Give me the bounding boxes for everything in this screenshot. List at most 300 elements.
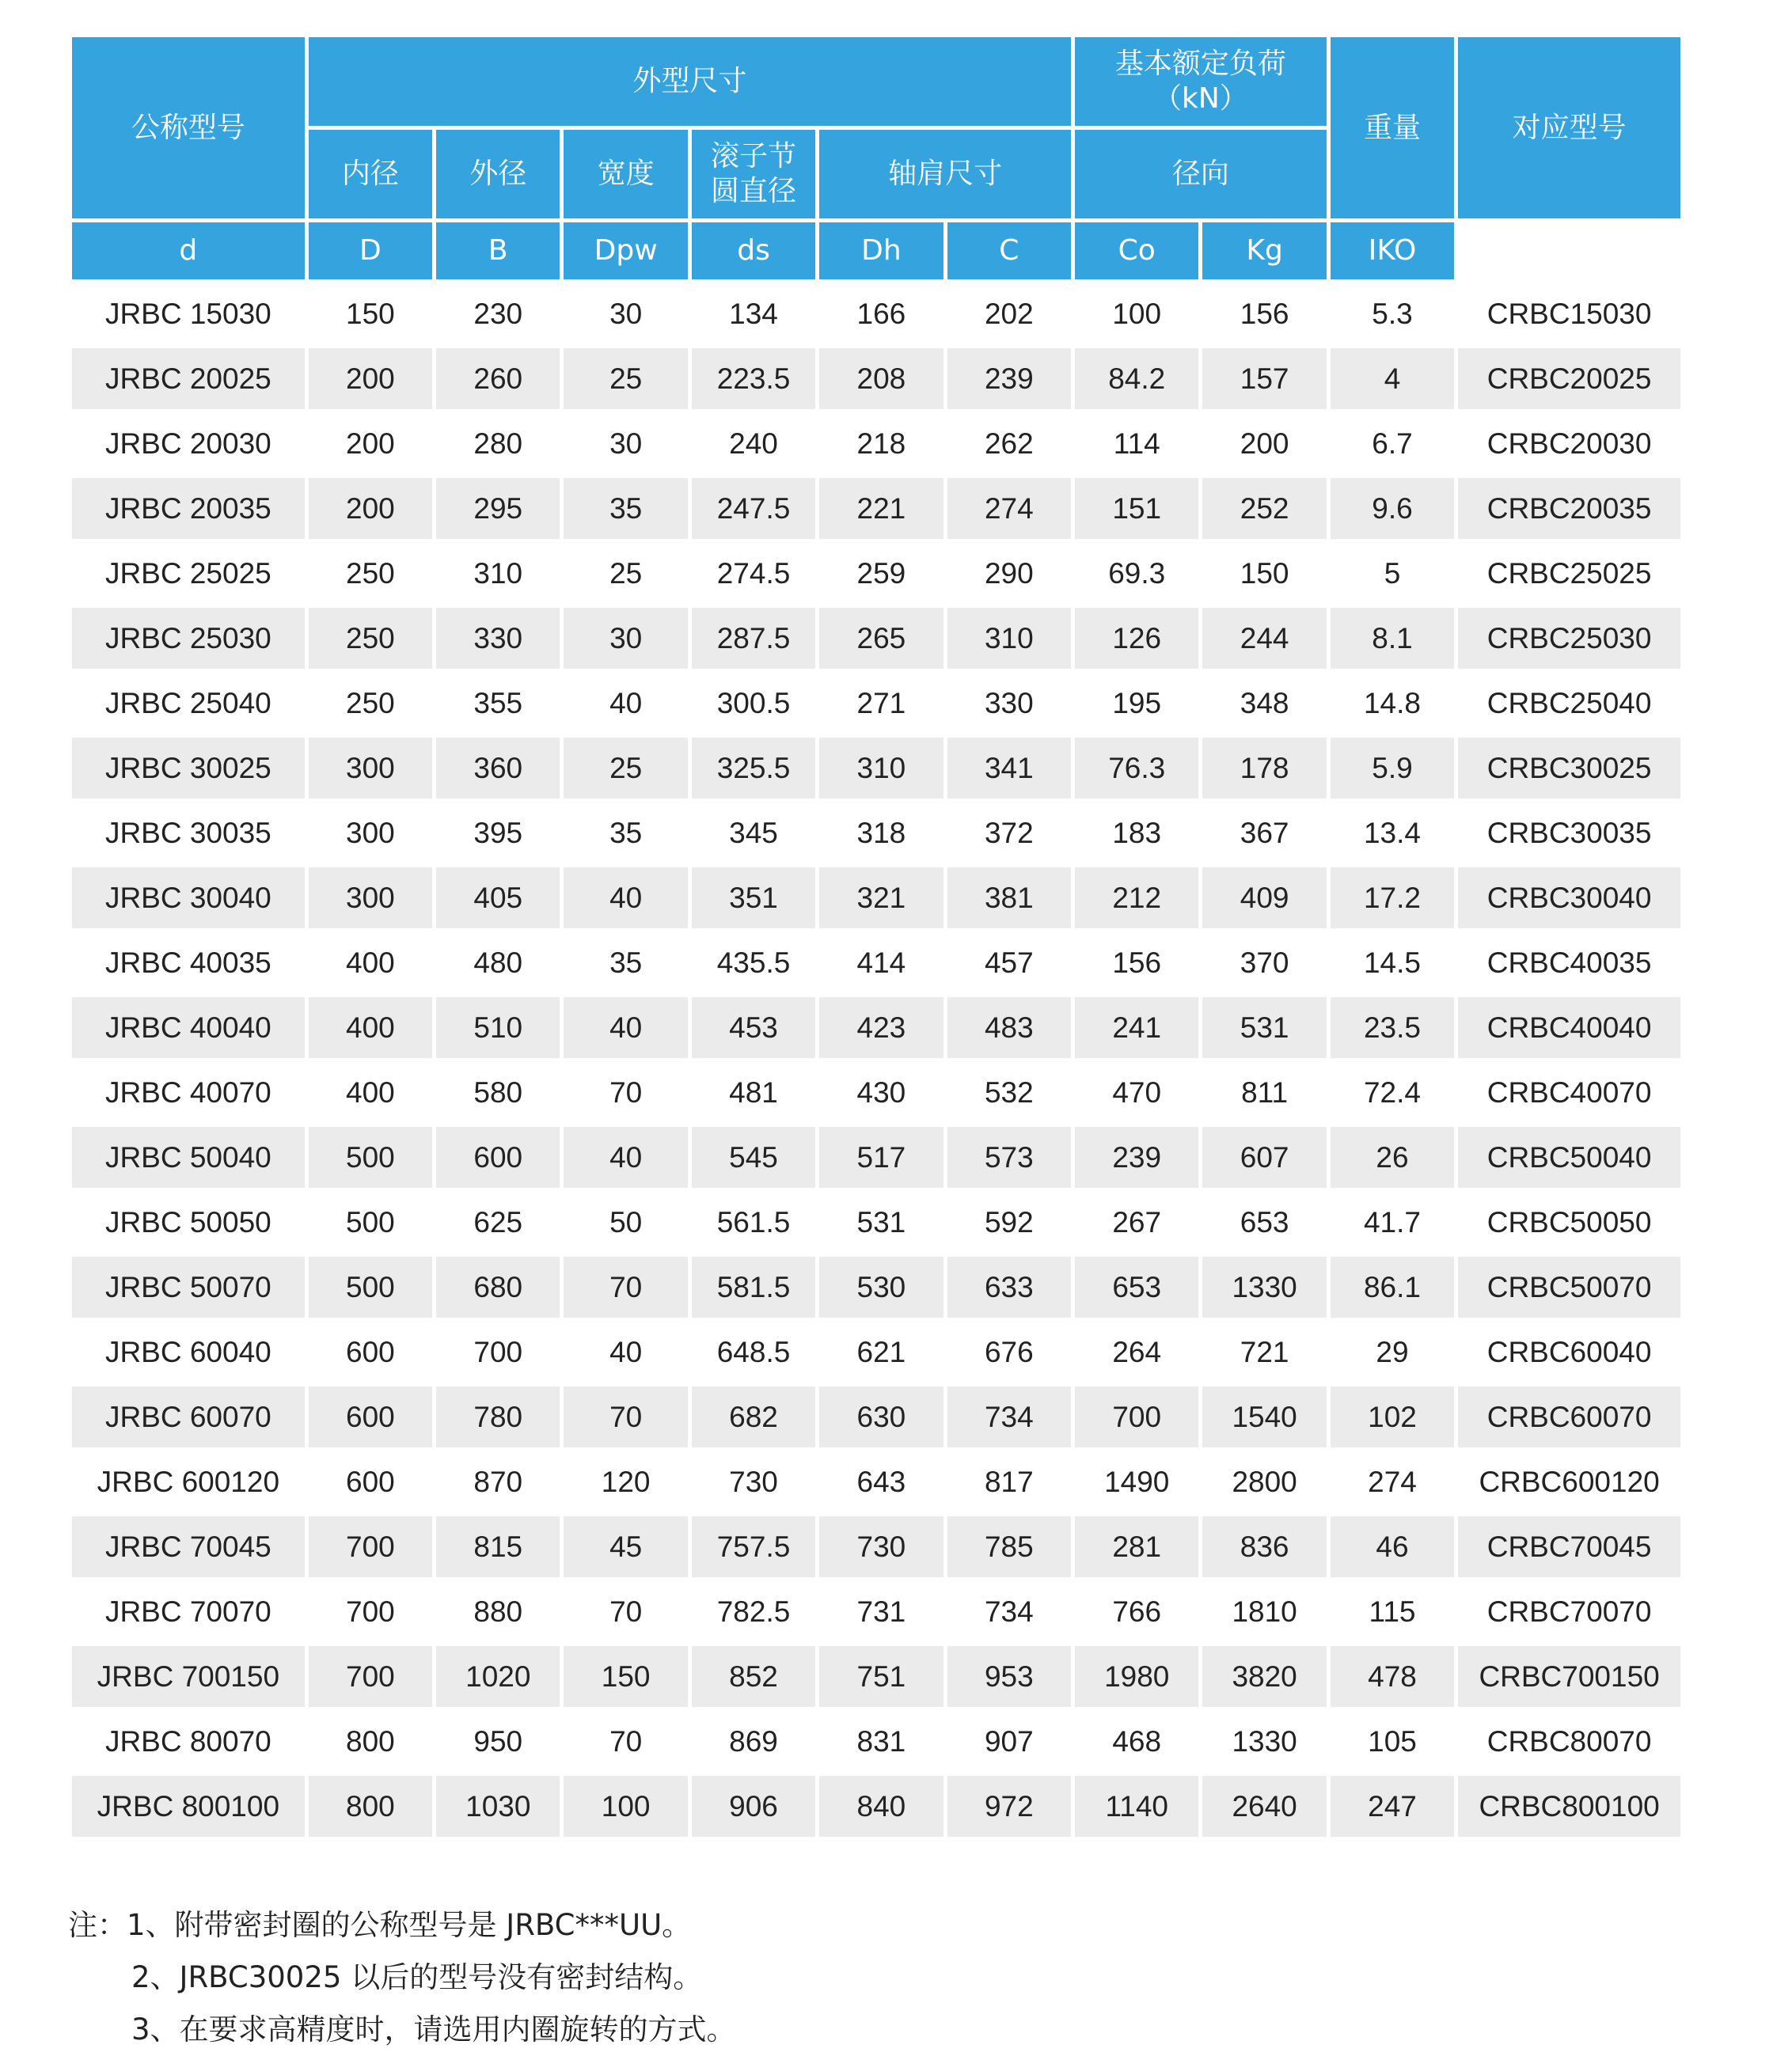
table-row bbox=[72, 413, 1680, 474]
table-cell: 195 bbox=[1075, 673, 1198, 734]
table-cell: 8.1 bbox=[1331, 608, 1454, 669]
table-cell: 5.9 bbox=[1331, 738, 1454, 799]
table-cell: JRBC 50050 bbox=[72, 1192, 305, 1253]
table-cell: 300 bbox=[309, 802, 432, 863]
header-radial: 径向 bbox=[1075, 130, 1327, 218]
table-cell: 26 bbox=[1331, 1127, 1454, 1188]
table-cell: 580 bbox=[436, 1062, 560, 1123]
table-row bbox=[72, 1451, 1680, 1512]
table-cell: CRBC30040 bbox=[1458, 867, 1680, 928]
table-cell: 840 bbox=[819, 1776, 943, 1837]
table-cell: 367 bbox=[1202, 802, 1326, 863]
table-cell: JRBC 30040 bbox=[72, 867, 305, 928]
table-row bbox=[72, 1646, 1680, 1707]
table-cell: 800 bbox=[309, 1776, 432, 1837]
table-row bbox=[72, 738, 1680, 799]
table-cell: 208 bbox=[819, 348, 943, 409]
table-cell: 734 bbox=[947, 1386, 1071, 1447]
table-cell: CRBC30035 bbox=[1458, 802, 1680, 863]
table-row bbox=[72, 1516, 1680, 1577]
table-cell: 25 bbox=[564, 348, 687, 409]
table-row bbox=[72, 1062, 1680, 1123]
table-cell: 29 bbox=[1331, 1322, 1454, 1383]
table-cell: CRBC600120 bbox=[1458, 1451, 1680, 1512]
table-cell: 166 bbox=[819, 283, 943, 344]
table-cell: 972 bbox=[947, 1776, 1071, 1837]
table-cell: 545 bbox=[692, 1127, 815, 1188]
table-cell: 45 bbox=[564, 1516, 687, 1577]
table-cell: 252 bbox=[1202, 478, 1326, 539]
note-2: 2、JRBC30025 以后的型号没有密封结构。 bbox=[131, 1960, 703, 1994]
header-model: 公称型号 bbox=[72, 37, 305, 218]
table-cell: CRBC40035 bbox=[1458, 932, 1680, 993]
table-cell: 852 bbox=[692, 1646, 815, 1707]
table-cell: CRBC20035 bbox=[1458, 478, 1680, 539]
table-cell: 836 bbox=[1202, 1516, 1326, 1577]
table-cell: 1140 bbox=[1075, 1776, 1198, 1837]
header-symbol-d: d bbox=[72, 222, 305, 279]
table-cell: 409 bbox=[1202, 867, 1326, 928]
header-load-rating-unit: （kN） bbox=[1153, 82, 1248, 115]
table-cell: 102 bbox=[1331, 1386, 1454, 1447]
table-cell: 14.5 bbox=[1331, 932, 1454, 993]
table-cell: 435.5 bbox=[692, 932, 815, 993]
table-row bbox=[72, 478, 1680, 539]
table-cell: 265 bbox=[819, 608, 943, 669]
table-cell: 157 bbox=[1202, 348, 1326, 409]
table-cell: 766 bbox=[1075, 1581, 1198, 1642]
table-cell: 468 bbox=[1075, 1711, 1198, 1772]
table-cell: JRBC 70045 bbox=[72, 1516, 305, 1577]
header-weight: 重量 bbox=[1331, 37, 1454, 218]
table-cell: 348 bbox=[1202, 673, 1326, 734]
table-cell: 573 bbox=[947, 1127, 1071, 1188]
table-cell: JRBC 80070 bbox=[72, 1711, 305, 1772]
header-equivalent-model: 对应型号 bbox=[1458, 37, 1680, 218]
table-row bbox=[72, 673, 1680, 734]
table-cell: 423 bbox=[819, 997, 943, 1058]
table-cell: 481 bbox=[692, 1062, 815, 1123]
table-cell: 817 bbox=[947, 1451, 1071, 1512]
header-width: 宽度 bbox=[564, 130, 687, 218]
table-cell: JRBC 50070 bbox=[72, 1257, 305, 1318]
table-cell: 6.7 bbox=[1331, 413, 1454, 474]
table-cell: 14.8 bbox=[1331, 673, 1454, 734]
table-cell: 35 bbox=[564, 932, 687, 993]
table-cell: 40 bbox=[564, 1127, 687, 1188]
table-row bbox=[72, 867, 1680, 928]
table-cell: 35 bbox=[564, 802, 687, 863]
table-cell: 183 bbox=[1075, 802, 1198, 863]
table-cell: CRBC20030 bbox=[1458, 413, 1680, 474]
table-cell: 244 bbox=[1202, 608, 1326, 669]
table-cell: 13.4 bbox=[1331, 802, 1454, 863]
table-row bbox=[72, 802, 1680, 863]
table-cell: 281 bbox=[1075, 1516, 1198, 1577]
table-cell: CRBC20025 bbox=[1458, 348, 1680, 409]
table-cell: 1490 bbox=[1075, 1451, 1198, 1512]
table-cell: 267 bbox=[1075, 1192, 1198, 1253]
table-cell: 241 bbox=[1075, 997, 1198, 1058]
table-cell: 150 bbox=[1202, 543, 1326, 604]
table-cell: 40 bbox=[564, 673, 687, 734]
table-cell: 621 bbox=[819, 1322, 943, 1383]
table-cell: 682 bbox=[692, 1386, 815, 1447]
table-cell: 906 bbox=[692, 1776, 815, 1837]
table-cell: JRBC 60070 bbox=[72, 1386, 305, 1447]
table-cell: 295 bbox=[436, 478, 560, 539]
table-body bbox=[72, 283, 1680, 1837]
table-cell: 648.5 bbox=[692, 1322, 815, 1383]
table-cell: 240 bbox=[692, 413, 815, 474]
table-cell: 700 bbox=[436, 1322, 560, 1383]
table-cell: 105 bbox=[1331, 1711, 1454, 1772]
table-cell: 907 bbox=[947, 1711, 1071, 1772]
table-cell: 633 bbox=[947, 1257, 1071, 1318]
table-cell: 1980 bbox=[1075, 1646, 1198, 1707]
table-cell: 372 bbox=[947, 802, 1071, 863]
table-cell: 23.5 bbox=[1331, 997, 1454, 1058]
table-cell: 9.6 bbox=[1331, 478, 1454, 539]
table-cell: JRBC 30025 bbox=[72, 738, 305, 799]
table-cell: JRBC 25040 bbox=[72, 673, 305, 734]
table-cell: 700 bbox=[309, 1646, 432, 1707]
table-cell: 600 bbox=[309, 1322, 432, 1383]
table-cell: 478 bbox=[1331, 1646, 1454, 1707]
table-cell: JRBC 20035 bbox=[72, 478, 305, 539]
table-cell: CRBC40070 bbox=[1458, 1062, 1680, 1123]
table-cell: 734 bbox=[947, 1581, 1071, 1642]
table-cell: 310 bbox=[436, 543, 560, 604]
table-cell: 600 bbox=[309, 1386, 432, 1447]
table-cell: JRBC 15030 bbox=[72, 283, 305, 344]
table-cell: 239 bbox=[1075, 1127, 1198, 1188]
table-cell: 653 bbox=[1075, 1257, 1198, 1318]
table-cell: JRBC 40040 bbox=[72, 997, 305, 1058]
table-cell: CRBC800100 bbox=[1458, 1776, 1680, 1837]
table-cell: 230 bbox=[436, 283, 560, 344]
table-cell: 470 bbox=[1075, 1062, 1198, 1123]
table-cell: 625 bbox=[436, 1192, 560, 1253]
header-shoulder-dimensions: 轴肩尺寸 bbox=[819, 130, 1071, 218]
table-cell: 751 bbox=[819, 1646, 943, 1707]
table-cell: 643 bbox=[819, 1451, 943, 1512]
table-cell: 69.3 bbox=[1075, 543, 1198, 604]
table-cell: 134 bbox=[692, 283, 815, 344]
table-cell: 100 bbox=[1075, 283, 1198, 344]
table-cell: 500 bbox=[309, 1257, 432, 1318]
table-row bbox=[72, 1386, 1680, 1447]
table-row bbox=[72, 1776, 1680, 1837]
table-cell: 592 bbox=[947, 1192, 1071, 1253]
header-outer-diameter: 外径 bbox=[436, 130, 560, 218]
table-cell: 325.5 bbox=[692, 738, 815, 799]
table-cell: 680 bbox=[436, 1257, 560, 1318]
table-cell: 453 bbox=[692, 997, 815, 1058]
table-cell: 530 bbox=[819, 1257, 943, 1318]
table-cell: 156 bbox=[1202, 283, 1326, 344]
table-cell: 800 bbox=[309, 1711, 432, 1772]
table-cell: 653 bbox=[1202, 1192, 1326, 1253]
table-cell: 600 bbox=[436, 1127, 560, 1188]
table-row bbox=[72, 283, 1680, 344]
table-cell: 41.7 bbox=[1331, 1192, 1454, 1253]
table-cell: JRBC 600120 bbox=[72, 1451, 305, 1512]
notes bbox=[68, 1899, 736, 2056]
table-cell: 115 bbox=[1331, 1581, 1454, 1642]
table-cell: 50 bbox=[564, 1192, 687, 1253]
table-cell: 259 bbox=[819, 543, 943, 604]
table-cell: 70 bbox=[564, 1581, 687, 1642]
table-cell: 330 bbox=[947, 673, 1071, 734]
table-cell: CRBC60040 bbox=[1458, 1322, 1680, 1383]
table-cell: 239 bbox=[947, 348, 1071, 409]
table-cell: 1330 bbox=[1202, 1257, 1326, 1318]
table-cell: CRBC70045 bbox=[1458, 1516, 1680, 1577]
bearing-spec-table bbox=[68, 33, 1684, 1841]
table-cell: 310 bbox=[819, 738, 943, 799]
table-row bbox=[72, 997, 1680, 1058]
header-symbol-ds: ds bbox=[692, 222, 815, 279]
table-cell: 531 bbox=[1202, 997, 1326, 1058]
table-cell: 4 bbox=[1331, 348, 1454, 409]
table-cell: 76.3 bbox=[1075, 738, 1198, 799]
table-cell: 1030 bbox=[436, 1776, 560, 1837]
header-pitch-diameter-line2: 圆直径 bbox=[711, 175, 797, 207]
table-cell: 30 bbox=[564, 283, 687, 344]
table-cell: 330 bbox=[436, 608, 560, 669]
table-cell: 84.2 bbox=[1075, 348, 1198, 409]
table-cell: 731 bbox=[819, 1581, 943, 1642]
table-row bbox=[72, 1711, 1680, 1772]
table-row bbox=[72, 932, 1680, 993]
table-row bbox=[72, 1192, 1680, 1253]
table-cell: 480 bbox=[436, 932, 560, 993]
table-cell: 218 bbox=[819, 413, 943, 474]
header-symbol-Dh: Dh bbox=[819, 222, 943, 279]
table-cell: 318 bbox=[819, 802, 943, 863]
table-cell: 815 bbox=[436, 1516, 560, 1577]
table-cell: 457 bbox=[947, 932, 1071, 993]
header-inner-diameter: 内径 bbox=[309, 130, 432, 218]
table-cell: 200 bbox=[309, 348, 432, 409]
header-symbol-Kg: Kg bbox=[1202, 222, 1326, 279]
table-cell: 517 bbox=[819, 1127, 943, 1188]
table-cell: 271 bbox=[819, 673, 943, 734]
header-symbol-IKO: IKO bbox=[1331, 222, 1454, 279]
table-cell: 950 bbox=[436, 1711, 560, 1772]
header-outer-dimensions: 外型尺寸 bbox=[309, 37, 1071, 126]
header-symbol-Dpw: Dpw bbox=[564, 222, 687, 279]
table-cell: 370 bbox=[1202, 932, 1326, 993]
header-symbol-D: D bbox=[309, 222, 432, 279]
table-cell: 72.4 bbox=[1331, 1062, 1454, 1123]
header-load-rating-label: 基本额定负荷 bbox=[1114, 47, 1286, 80]
table-cell: 483 bbox=[947, 997, 1071, 1058]
table-cell: 395 bbox=[436, 802, 560, 863]
table-cell: CRBC30025 bbox=[1458, 738, 1680, 799]
table-row bbox=[72, 1127, 1680, 1188]
table-cell: 1330 bbox=[1202, 1711, 1326, 1772]
table-cell: 260 bbox=[436, 348, 560, 409]
table-cell: CRBC80070 bbox=[1458, 1711, 1680, 1772]
table-row bbox=[72, 1581, 1680, 1642]
table-cell: 676 bbox=[947, 1322, 1071, 1383]
table-cell: 831 bbox=[819, 1711, 943, 1772]
table-cell: 351 bbox=[692, 867, 815, 928]
table-cell: 274 bbox=[1331, 1451, 1454, 1512]
table-cell: 2640 bbox=[1202, 1776, 1326, 1837]
table-cell: 86.1 bbox=[1331, 1257, 1454, 1318]
table-cell: 287.5 bbox=[692, 608, 815, 669]
header-symbol-Co: Co bbox=[1075, 222, 1198, 279]
table-cell: 869 bbox=[692, 1711, 815, 1772]
table-cell: 757.5 bbox=[692, 1516, 815, 1577]
table-cell: 212 bbox=[1075, 867, 1198, 928]
table-cell: 430 bbox=[819, 1062, 943, 1123]
table-cell: CRBC70070 bbox=[1458, 1581, 1680, 1642]
note-1: 注：1、附带密封圈的公称型号是 JRBC***UU。 bbox=[68, 1908, 692, 1942]
table-cell: 500 bbox=[309, 1192, 432, 1253]
table-cell: 35 bbox=[564, 478, 687, 539]
table-cell: 414 bbox=[819, 932, 943, 993]
table-cell: 100 bbox=[564, 1776, 687, 1837]
table-cell: JRBC 25025 bbox=[72, 543, 305, 604]
table-cell: 345 bbox=[692, 802, 815, 863]
table-cell: 310 bbox=[947, 608, 1071, 669]
table-cell: 70 bbox=[564, 1386, 687, 1447]
note-3: 3、在要求高精度时，请选用内圈旋转的方式。 bbox=[131, 2012, 736, 2047]
table-cell: 1540 bbox=[1202, 1386, 1326, 1447]
table-cell: 25 bbox=[564, 543, 687, 604]
table-cell: 532 bbox=[947, 1062, 1071, 1123]
table-cell: 25 bbox=[564, 738, 687, 799]
table-cell: 221 bbox=[819, 478, 943, 539]
table-cell: JRBC 700150 bbox=[72, 1646, 305, 1707]
table-cell: 785 bbox=[947, 1516, 1071, 1577]
table-cell: CRBC50070 bbox=[1458, 1257, 1680, 1318]
table-cell: 510 bbox=[436, 997, 560, 1058]
table-cell: 262 bbox=[947, 413, 1071, 474]
table-cell: 114 bbox=[1075, 413, 1198, 474]
table-cell: 721 bbox=[1202, 1322, 1326, 1383]
table-cell: 30 bbox=[564, 413, 687, 474]
table-cell: 1810 bbox=[1202, 1581, 1326, 1642]
table-cell: 200 bbox=[309, 413, 432, 474]
table-cell: 223.5 bbox=[692, 348, 815, 409]
table-cell: 355 bbox=[436, 673, 560, 734]
table-cell: 581.5 bbox=[692, 1257, 815, 1318]
table-row bbox=[72, 543, 1680, 604]
table-cell: 321 bbox=[819, 867, 943, 928]
table-cell: 247 bbox=[1331, 1776, 1454, 1837]
table-cell: 156 bbox=[1075, 932, 1198, 993]
table-cell: 2800 bbox=[1202, 1451, 1326, 1512]
table-cell: CRBC50040 bbox=[1458, 1127, 1680, 1188]
table-cell: 400 bbox=[309, 997, 432, 1058]
table-cell: 40 bbox=[564, 867, 687, 928]
table-row bbox=[72, 1322, 1680, 1383]
table-cell: 280 bbox=[436, 413, 560, 474]
table-cell: 3820 bbox=[1202, 1646, 1326, 1707]
table-cell: 780 bbox=[436, 1386, 560, 1447]
table-cell: 531 bbox=[819, 1192, 943, 1253]
header-symbol-B: B bbox=[436, 222, 560, 279]
table-cell: 730 bbox=[692, 1451, 815, 1512]
table-row bbox=[72, 1257, 1680, 1318]
table-cell: 264 bbox=[1075, 1322, 1198, 1383]
table-cell: 202 bbox=[947, 283, 1071, 344]
table-cell: 730 bbox=[819, 1516, 943, 1577]
table-cell: 151 bbox=[1075, 478, 1198, 539]
table-cell: 247.5 bbox=[692, 478, 815, 539]
table-cell: 870 bbox=[436, 1451, 560, 1512]
table-cell: 250 bbox=[309, 673, 432, 734]
table-cell: CRBC40040 bbox=[1458, 997, 1680, 1058]
table-cell: 360 bbox=[436, 738, 560, 799]
table-cell: 561.5 bbox=[692, 1192, 815, 1253]
header-load-rating bbox=[1075, 37, 1327, 126]
table-cell: JRBC 20025 bbox=[72, 348, 305, 409]
table-cell: 5 bbox=[1331, 543, 1454, 604]
table-cell: 405 bbox=[436, 867, 560, 928]
table-cell: 700 bbox=[309, 1516, 432, 1577]
table-cell: 300.5 bbox=[692, 673, 815, 734]
header-symbol-C: C bbox=[947, 222, 1071, 279]
table-cell: JRBC 40070 bbox=[72, 1062, 305, 1123]
table-cell: 274.5 bbox=[692, 543, 815, 604]
table-cell: 300 bbox=[309, 738, 432, 799]
table-cell: 400 bbox=[309, 932, 432, 993]
table-cell: 200 bbox=[309, 478, 432, 539]
table-cell: JRBC 60040 bbox=[72, 1322, 305, 1383]
table-cell: CRBC25030 bbox=[1458, 608, 1680, 669]
table-cell: JRBC 20030 bbox=[72, 413, 305, 474]
table-cell: CRBC50050 bbox=[1458, 1192, 1680, 1253]
table-cell: 150 bbox=[564, 1646, 687, 1707]
table-cell: 46 bbox=[1331, 1516, 1454, 1577]
table-cell: 70 bbox=[564, 1257, 687, 1318]
table-cell: CRBC25025 bbox=[1458, 543, 1680, 604]
table-cell: CRBC15030 bbox=[1458, 283, 1680, 344]
table-cell: 700 bbox=[309, 1581, 432, 1642]
table-cell: JRBC 30035 bbox=[72, 802, 305, 863]
table-cell: CRBC25040 bbox=[1458, 673, 1680, 734]
table-row bbox=[72, 608, 1680, 669]
table-cell: 341 bbox=[947, 738, 1071, 799]
table-cell: 600 bbox=[309, 1451, 432, 1512]
table-cell: 120 bbox=[564, 1451, 687, 1512]
table-cell: 290 bbox=[947, 543, 1071, 604]
table-cell: 700 bbox=[1075, 1386, 1198, 1447]
table-header bbox=[72, 37, 1680, 279]
table-cell: 150 bbox=[309, 283, 432, 344]
table-cell: 630 bbox=[819, 1386, 943, 1447]
table-cell: 381 bbox=[947, 867, 1071, 928]
table-cell: 953 bbox=[947, 1646, 1071, 1707]
table-cell: 70 bbox=[564, 1062, 687, 1123]
table-cell: CRBC700150 bbox=[1458, 1646, 1680, 1707]
table-cell: JRBC 40035 bbox=[72, 932, 305, 993]
table-row bbox=[72, 348, 1680, 409]
header-pitch-diameter bbox=[692, 130, 815, 218]
table-cell: 250 bbox=[309, 608, 432, 669]
table-cell: 5.3 bbox=[1331, 283, 1454, 344]
table-cell: 274 bbox=[947, 478, 1071, 539]
table-cell: 607 bbox=[1202, 1127, 1326, 1188]
table-cell: JRBC 25030 bbox=[72, 608, 305, 669]
table-cell: 30 bbox=[564, 608, 687, 669]
